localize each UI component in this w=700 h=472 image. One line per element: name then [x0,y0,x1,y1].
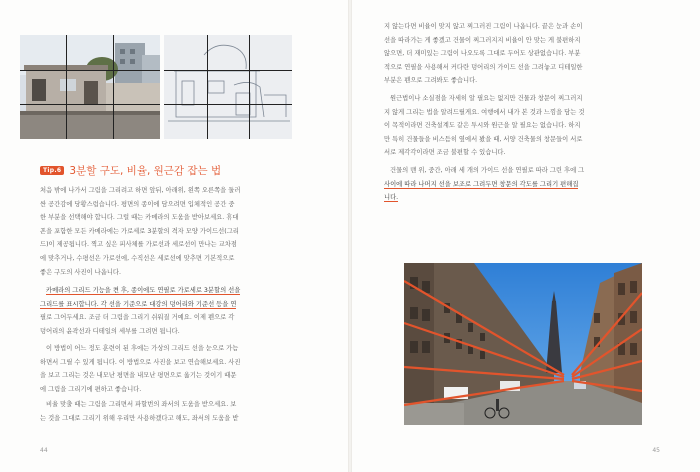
right-paragraph-1 [384,20,659,88]
grid-line [113,35,114,139]
text-line: 적으로 연필을 사용해서 커다란 덩어리의 가이드 선을 그려놓고 디테일한 [384,63,583,71]
text-line: 을 보고 그리는 것은 내모난 평면을 내모난 평면으로 옮기는 것이기 때문 [40,372,237,380]
text-line: 건물의 맨 위, 중간, 아래 세 개의 가이드 선을 연필로 따라 그린 후에 그 [390,167,585,174]
grid-line [20,104,160,105]
section-title: 3분할 구도, 비율, 원근감 잡는 법 [69,165,222,177]
text-line: 지 않는다면 비율이 맞지 않고 찌그러진 그림이 나옵니다. 끝은 눈과 손이 [384,23,583,30]
house-photo [20,35,160,139]
left-paragraph-2 [40,284,310,338]
grid-line [164,70,292,71]
text-line: 비율 맞출 때는 그림을 그리면서 파할번의 좌서의 도움을 받으세요. 보 [46,401,237,408]
text-line: 처음 밖에 나가서 그림을 그리려고 하면 앞뒤, 아래위, 왼쪽 오른쪽을 둘러 [40,187,241,194]
house-sketch [164,35,292,139]
left-page [0,0,348,472]
left-paragraph-3 [40,342,310,396]
text-line: 에 그림을 그리기에 편하고 좋습니다. [40,385,142,393]
page-number-left: 44 [40,447,48,454]
grid-line [164,104,292,105]
grid-line [66,35,67,139]
text-line: 이 목적이라면 건축설계도 같은 투시와 원근을 알 필요는 없습니다. 하지 [384,122,581,130]
text-line: 에 맞추거나, 수평선은 가로선에, 수직선은 세로선에 맞추면 기본적으로 [40,254,235,262]
right-page [352,0,700,472]
highlighted-text: 사이에 따라 나머지 선을 보조로 그려두면 창문의 각도를 그리기 편해집 [384,180,579,188]
grid-line [249,35,250,139]
text-line: 않으면, 더 재미있는 그림이 나오도록 그대로 두어도 상관없습니다. 부분 [384,50,581,58]
text-line: 폰을 포함한 모든 카메라에는 가로세로 3분할의 격자 모양 가이드선(그리 [40,227,239,235]
left-paragraph-1 [40,184,310,279]
text-line: 선을 따라가는 게 좋겠고 건물이 찌그러지지 비율이 안 맞는 게 불편하지 [384,36,581,44]
street-perspective-photo [404,263,642,425]
text-line: 필로 그어두세요. 조금 더 그림을 그리기 쉬워질 거예요. 이제 펜으로 각 [40,314,235,322]
highlighted-text: 그리드를 표시합니다. 각 선을 기준으로 대강의 덩어리와 기준선 등을 연 [40,300,237,308]
text-line: 원근법이나 소실점을 자세히 알 필요는 없지만 건물과 창문이 찌그러지 [390,95,583,102]
left-paragraph-4 [40,398,310,425]
text-line: 만 특히 건물들을 비스듬히 옆에서 봤을 때, 서양 건축물의 창문들이 서로 [384,135,583,143]
text-line: 는 것을 그대로 그리기 위해 우리만 사용하겠다고 해도, 좌서의 도움을 받 [40,414,239,422]
text-line: 한 부분을 선택해야 합니다. 그럴 때는 카메라의 도움을 받아보세요. 휴대 [40,214,239,222]
text-line: 드)이 제공됩니다. 찍고 싶은 피사체를 가로선과 세로선이 만나는 교차점 [40,241,237,249]
text-line: 부분은 펜으로 그려봐도 좋습니다. [384,77,478,85]
right-paragraph-2 [384,92,659,160]
tip-badge: Tip.6 [40,166,64,175]
text-line: 싼 공간감에 당황스럽습니다. 평면의 종이에 담으려면 입체적인 공간 중 [40,200,235,208]
text-line: 지 않게 그리는 법을 알려드릴게요. 여행에서 내가 본 것과 느낌을 담는 것 [384,108,585,116]
grid-line [20,70,160,71]
section-header [40,163,221,178]
right-paragraph-3 [384,164,659,205]
text-line: 덩어리의 윤곽선과 디테일의 세부를 그려면 됩니다. [40,327,180,335]
page-number-right: 45 [652,447,660,454]
text-line: 서로 제각각이라면 조금 불편할 수 있습니다. [384,149,506,157]
grid-line [207,35,208,139]
text-line: 하면서 그릴 수 있게 됩니다. 이 방법으로 사진을 보고 연습해보세요. 사진 [40,358,241,366]
highlighted-text: 카메라의 그리드 기능을 켠 후, 종이에도 연필로 가로세로 3분할의 선을 [46,287,241,294]
text-line: 이 방법이 어느 정도 훈련이 된 후에는 가상의 그리드 선을 눈으로 가늠 [46,345,239,352]
highlighted-text: 니다. [384,194,399,202]
text-line: 좋은 구도의 사진이 나옵니다. [40,268,121,276]
